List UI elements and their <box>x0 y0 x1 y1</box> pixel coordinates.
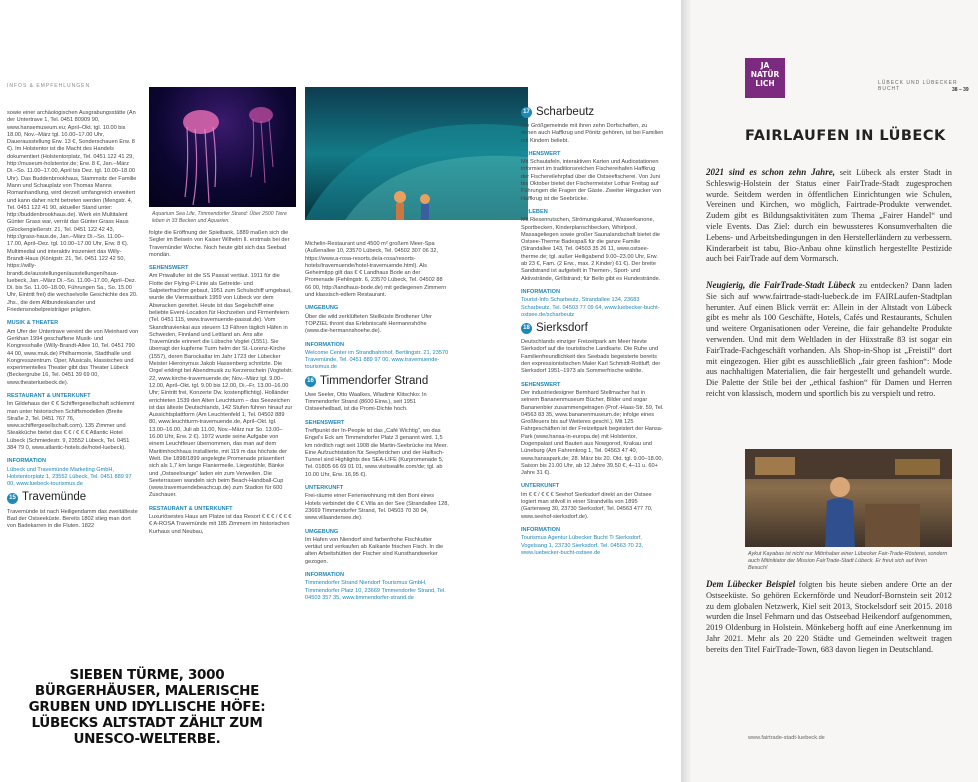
subheading: UMGEBUNG <box>305 528 339 535</box>
article-paragraph-1 <box>706 167 952 265</box>
logo-line: NATÜR <box>750 70 780 79</box>
section-title-text: Timmendorfer Strand <box>320 374 429 387</box>
paragraph: Der industriedesigner Bernhard Stellmacher hat in seinem Bananenmuseum Bücher, Bilder und sogar Bananenbier zusammengetragen (Prof.-Haas-Str. 59, Tel. 04563 83 35, www.bananenmuseum.de; infolge eines Großfeuers bis auf Weiteres geschl.). Mit 125 Fahrgeschäften ist der Freizeitpark begeistert der Hansa-Park (www.hansa-in-europa.de) mit Holstentor, Dogenpalast und Bauten aus Nowgorod, Krakau und Lüneburg (Am Fahrenkrog 1, Tel. 04563 47 40, www.hansapark.de; 28. März bis 20. Okt. tgl. 9.00–18.00, Saison bis 21.00 Uhr, ab 12 Jahre 39,50 €, 4–11 u. 60+ Jahre 31 €). <box>521 389 664 477</box>
subheading: RESTAURANT & UNTERKUNFT <box>7 392 91 399</box>
ja-natuerlich-logo <box>745 58 785 98</box>
running-header-right: LÜBECK UND LÜBECKER BUCHT <box>878 80 958 92</box>
subheading: UNTERKUNFT <box>305 485 344 492</box>
paragraph: Treffpunkt der In-People ist das „Café Wichtig“, wo das Engel's Eck am Timmendorfer Platz 3 genannt wird. 1,5 km nördlich ragt seit 1908 die Martin-Seebrücke ins Meer. Eine Aufzuchtstation für Seepferdchen und der Haifisch-Tunnel sind Highlights des SEA-LIFE (Kurpromenade 5, Tel. 01805 66 69 01 01, www.visitsealife.com/de; tgl. ab 10.00 Uhr, Erw. 16,95 €). <box>305 427 449 478</box>
subheading: UMGEBUNG <box>305 305 339 312</box>
subheading: INFORMATION <box>521 526 561 533</box>
paragraph: folgte die Eröffnung der Spielbank, 1889 maßen sich die Segler im Beisein von Kaiser Wilhelm II. erstmals bei der Travemünder Woche. Noch heute gibt sich das Seebad mondän. <box>149 230 290 258</box>
subheading: SEHENSWERT <box>521 150 561 157</box>
subheading: RESTAURANT & UNTERKUNFT <box>149 505 233 512</box>
paragraph: Deutschlands einziger Freizeitpark am Meer hievte Sierksdorf auf die touristische Landkarte. Die Ruhe und Familienfreundlichkeit des Seebads begeisterte bereits den expressionistischen Maler Karl Schmidt-Rottluff, der Sierksdorf 1951–1973 als Sommerfrische wählte. <box>521 339 661 375</box>
info-block: Welcome Center im Strandbahnhof, Bertlingstr. 21, 23570 Travemünde, Tel. 0451 889 97 00, www.travemuende-tourismus.de <box>305 349 449 371</box>
paragraph: sowie einer archäologischen Ausgrabungsstätte (An der Untertrave 1, Tel. 0451 80909 90, www.hansemuseum.eu; April–Okt. tgl. 10.00 bis 18.00, Nov.–März tgl. 10.00–17.00 Uhr, Dauerausstellung Erw. 13 €, Sonderschauen Erw. 8 €). Im Holstentor ist die Macht des Handels dokumentiert (Holstentorplatz, Tel. 0451 122 41 29, http://museum-holstentor.de; Erw. 8 €, Jan.–März Di.–So. 11.00–17.00, April bis Dez. tgl. 10.00–18.00 Uhr). Das Buddenbrookhaus, Stammsitz der Familie Mann und Schauplatz von Thomas Manns Romanhandlung, wird derzeit umfangreich erweitert und kann daher nicht betreten werden (Mengstr. 4, Tel. 0451 122 41 90, aktueller Stand unter: http://buddenbrookhaus.de). Werk ein Multitalent Günter Grass war, verrät das Günter Grass Haus (Glockengießerstr. 21, Tel. 0451 122 42 43, http://grass-haus.de, Jan.–März Di.–So. 11.00–17.00, April–Dez. tgl. 10.00–17.00 Uhr, Erw. 8 €). Multimedial und interaktiv inszeniert das Willy-Brandt-Haus (Königstr. 21, Tel. 0451 122 42 50, https://willy-brandt.de/ausstellungen/ausstellungen/haus-luebeck, Jan.–März Di.–So. 11.00–17.00, April–Dez. Di. bis So. 11.00–18.00, Führungen Sa., So. 15.00 Uhr, Eintritt frei) die wechselvolle Geschichte des 20. Jhs., die dem Altbundeskanzler und Friedensnobelpreisträger prägten. <box>7 110 138 314</box>
section-title-sierksdorf <box>521 323 664 334</box>
section-title-travemuende <box>7 493 139 504</box>
paragraph: Im Hafen von Niendorf sind farbenfrohe Fischkutter vertäut und verkaufen ab Kaikante frischen Fisch. In die alten Arbeitshütten der Fischer sind Kunsthandwerker gezogen. <box>305 536 444 565</box>
subheading: ERLEBEN <box>521 208 548 215</box>
paragraph: Uwe Seeler, Otto Waalkes, Wladimir Klitschko: In Timmendorfer Strand (8600 Einw.), seit 1951 Ostseeheilbad, ist die Promi-Dichte hoch. <box>305 391 427 413</box>
paragraph: Michelin-Restaurant und 4500 m² großem Meer-Spa (Außenallee 10, 23570 Lübeck, Tel. 04502 307 06 32, https://www.a-rosa-resorts.de/a-rosa/resorts-hotels/travemuende/hotel-travemuende.html). Als Geheimtipp gilt das € € Landhaus Bode an der Promenade (Fehlingstr. 6, 23570 Lübeck, Tel. 04502 88 66 00, http://landhaus-bode.de) mit gediegenen Zimmern und klassisch-edlem Restaurant. <box>305 241 447 299</box>
subheading: MUSIK & THEATER <box>7 320 59 327</box>
section-number-badge: 16 <box>305 376 316 387</box>
lead-in: Dem Lübecker Beispiel <box>706 579 796 589</box>
paragraph: Am Ufer der Untertrave vereint die von Meinhard von Gerkhan 1994 geschaffene Musik- und Kongresshalle (Willy-Brandt-Allee 10, Tel. 0451 790 44 00, www.muk.de) Philharmonie, Stadthalle und Kongresszentrum. Oper, Musicals, klassisches und experimentelles Theater gibt das Theater Lübeck (Beckergrube 16, Tel. 0451 39 69 00, www.theaterluebeck.de). <box>7 328 139 386</box>
paragraph: Frei-räume einer Ferienwohnung mit den Boni eines Hotels verbindet die € € Villa an der See (Strandallee 128, 23669 Timmendorfer Strand, Tel. 04503 70 30 94, www.villaandersee.de). <box>305 493 449 522</box>
section-number-badge: 18 <box>521 323 532 334</box>
jellyfish-illustration <box>149 87 296 207</box>
article-title: FAIRLAUFEN IN LÜBECK <box>745 128 946 144</box>
section-number-badge: 15 <box>7 493 18 504</box>
paragraph: Luxuriösestes Haus am Platze ist das Resort € € € / € € € € A-ROSA Travemünde mit 185 Zimmern im historischen Kurhaus und Neubau, <box>149 513 292 535</box>
aquarium-illustration <box>305 87 528 220</box>
running-header-left: INFOS & EMPFEHLUNGEN <box>7 83 91 89</box>
article-paragraph-2 <box>706 280 952 400</box>
paragraph: Am Priwallufer ist die SS Passat vertäut. 1911 für die Flotte der Flying-P-Linie als Getreide- und Salpeterfrachter gebaut, 1951 zum Schulschiff umgebaut, wurde die Viermastbark 1959 von Lübeck vor dem Abwracken gerettet. Heute ist das Segelschiff eine beliebte Event-Location für Hochzeiten und Firmenfeiern (Tel. 0451 115, www.travemuende-passat.de). Vom Skandinavienkai aus steuern 13 Fähren täglich Häfen in Schweden, Finnland und Lettland an. Ans alte Travemünde erinnert die Lübsche Vogtei (1551). Sie überragt der kupferne Turm helm der St.-Lorenz-Kirche (1557), deren Barockaltar im Jahr 1723 der Lübecker Meister Hieronymus Jakob Hassenberg schnitzte. Die Orgel erklingt bei Abendmusik zu Kerzenschein (Vogtelstr. 22, www.kirche-travemuende.de; Nov.–März tgl. 9.00–12.00, April–Okt. tgl. 9.00 bis 12.00, Di.–Fr. 13.00–16.00 Uhr; Eintritt frei, Konzerte Dw. kostenpflichtig). Holländer errichteten 1539 den Alten Leuchtturm – das Seezeichen ist das älteste Deutschlands, 142 Stufen führen hinauf zur Aussichtsplattform (Am Leuchtenfeld 1, Tel. 04502 889 80, www.leuchtturm-travemuende.de, April–Okt. tgl. 13.00–16.00, Juli ab 11.00, Nov.–März nur So. 13.00–16.00 Uhr, Erw. 2 €). 1972 wurde seine Aufgabe von einem Leuchtfeuer übernommen, das man auf dem Maritimhochhaus installierte, mit 119 m das höchste der Welt. Die 1898/1899 angelegte Promenade präsentiert sich als 1,7 km lange Flaniermeile. Liegestühle, Bänke und „Ostseelounge“ laden ein zum Verweilen. Die Seeterrassen wandeln sich beim Beach-Handball-Cup (www.travemuendebeachcup.de) zum Stadion für 600 Zuschauer. <box>149 273 293 499</box>
photo-caption: Aykut Kayabas ist nicht nur Mitinhaber einer Lübecker Fair-Trade-Rösterei, sondern auch Mitinitiator der Mission FairTrade-Stadt Lübeck. Er freut sich auf Ihren Besuch! <box>748 551 948 571</box>
info-block: Tourist-Info Scharbeutz, Strandallee 134, 23683 Scharbeutz, Tel. 04503 77 09 64, www.luebecker-bucht-ostsee.de/scharbeutz <box>521 297 660 318</box>
section-title-text: Sierksdorf <box>536 321 588 334</box>
aquarium-photo <box>305 87 528 220</box>
subheading: UNTERKUNFT <box>521 483 560 490</box>
subheading: INFORMATION <box>7 458 47 465</box>
info-block: Timmendorfer Strand Niendorf Tourismus GmbH, Timmendorfer Platz 10, 23669 Timmendorfer Strand, Tel. 04503 357 35, www.timmendorfer-strand.de <box>305 580 446 601</box>
subheading: SEHENSWERT <box>521 381 561 388</box>
info-block: Lübeck und Travemünde Marketing GmbH, Holstentorplatz 1, 23552 Lübeck, Tel. 0451 889 97 00, www.luebeck-tourismus.de <box>7 466 132 488</box>
column-1 <box>7 110 139 534</box>
subheading: INFORMATION <box>305 571 345 578</box>
column-4 <box>521 103 664 561</box>
photo-caption: Aquarium Sea Life, Timmendorfer Strand: Über 2500 Tiere leben in 33 Becken und Aquarien. <box>152 211 287 224</box>
paragraph-text: seit Lübeck als erster Stadt in Schleswig-Holstein der Status einer FairTrade-Stadt zugesprochen wurde. Seitdem werden in öffentlichen Einrichtungen wie Schulen, Vereinen und Kirchen, wo möglich, Fairtrade-Produkte verwendet. Zudem gibt es Bildungsaktivitäten zum Thema „Fairer Handel“ und viele Events. Das Ziel: durch ein bewussteres Konsumverhalten die Lebens- und Arbeitsbedingungen in den Herstellerländern zu verbessern. Kinderarbeit ist tabu, Bio-Anbau ohne künstlich hergestellte Pestizide auch bei FairTrade auf dem Vormarsch. <box>706 168 952 264</box>
paragraph: Mit Schautafeln, interaktiven Karten und Audiostationen informiert im traditionsreichen Fischereihafen Haffkrug der Fischereilehrpfad über die Ostseefischerei. Von Juni bis Oktober bietet der Fischermeister Lothar Freitag auf Führungen die Fragen der Gäste. Zweiter Hingucker von Haffkrug ist die Seebrücke. <box>521 159 662 202</box>
paragraph-text: zu entdecken? Dann laden Sie sich auf www.fairtrade-stadt-luebeck.de im FAIRLaufen-Stadtplan herunter. Auf einen Blick verrät er: Allein in der Altstadt von Lübeck gibt es mehr als 100 Geschäfte, Hotels, Cafés und Restaurants, Schulen und weitere Organisationen oder Vereine, die fair gehandelte Produkte verwenden. Und mit dem Weltladen in der Hüxstraße 83 ist sogar ein FairTrade-Fachgeschäft vorhanden. Als Shop-in-Shop ist „Freistil“ dort mit eingezogen. Hier gibt es ausschließlich „fair green fashion“: Mode aus nachhaltigen Materialien, die fair hergestellt und gehandelt wurde. Die Palette der Stile bei der „ethical fashion“ für Damen und Herren reicht von klassisch, modern und sportlich bis zu verspielt und retro. <box>706 281 952 398</box>
subheading: INFORMATION <box>305 341 345 348</box>
subheading: INFORMATION <box>521 288 561 295</box>
aykut-kayabas-photo <box>745 449 952 547</box>
info-block: Tourismus Agentur Lübecker Bucht Ti Sierksdorf, Vogelsang 1, 23730 Sierksdorf, Tel. 04563 70 23, www.luebecker-bucht-ostsee.de <box>521 535 644 556</box>
paragraph-text: folgten bis heute sieben andere Orte an der Ostseeküste. So gehören Eckernförde und Neudorf-Bornstein seit 2012 zu dem globalen Netzwerk, Kiel seit 2013, Stockelsdorf seit 2015. 2018 wurden die Insel Fehmarn und das Ostseebad Heikendorf aufgenommen, 2019 Oldenburg in Holstein. Mönkeberg hofft auf eine Anerkennung im Jahr 2021. Mehr als 20 220 Städte und Gemeinden weltweit tragen bereits den Titel FairTrade-Town, 683 davon liegen in Deutschland. <box>706 580 953 654</box>
section-number-badge: 17 <box>521 107 532 118</box>
paragraph: Im Gildehaus der € € Schiffergesellschaft schlemmt man unter historischen Schiffsmodellen (Breite Straße 2, Tel. 0451 767 76, www.schiffergesellschaft.com). 135 Zimmer und Steakküche bietet das € € / € € € Atlantic Hotel Lübeck (Schmiedestr. 9, 23552 Lübeck, Tel. 0451 384 79 0, www.atlantic-hotels.de/hotel-luebeck). <box>7 401 135 452</box>
section-title-text: Scharbeutz <box>536 105 595 118</box>
website-link[interactable]: www.fairtrade-stadt-luebeck.de <box>748 735 825 741</box>
lead-in: 2021 sind es schon zehn Jahre, <box>706 167 835 177</box>
pull-quote: SIEBEN TÜRME, 3000 BÜRGERHÄUSER, MALERISCHE GRUBEN UND IDYLLISCHE HÖFE: LÜBECKS ALTSTADT ZÄHLT ZUM UNESCO-WELTERBE. <box>28 667 266 747</box>
page-numbers: 38 – 39 <box>952 87 969 93</box>
section-title-scharbeutz <box>521 107 664 118</box>
subheading: SEHENSWERT <box>305 419 345 426</box>
section-title-text: Travemünde <box>22 491 87 504</box>
column-2 <box>149 230 293 540</box>
paragraph: Über die wild zerklüfteten Steilküste Brodtener Ufer TOPZIEL thront das Erlebniscafé Hermannshöhe (www.die-hermannshoehe.de). <box>305 313 432 335</box>
section-title-timmendorfer <box>305 376 450 387</box>
article-paragraph-3 <box>706 579 952 656</box>
column-3 <box>305 241 450 606</box>
shop-illustration <box>745 449 952 547</box>
logo-line: LICH <box>755 79 775 88</box>
page-gutter <box>681 0 691 782</box>
jellyfish-photo <box>149 87 296 207</box>
logo-line: JA <box>760 61 770 70</box>
paragraph: Mit Riesenrutschen, Strömungskanal, Wasserkanone, Sportbecken, Kinderplanschbecken, Whirlpool, Massageliegen sowie großer Saunalandschaft bietet die Ostsee-Therme Badespaß für die ganze Familie (Strandallee 143, Tel. 04503 35 26 11, www.ostsee-therme.de; tgl. außer Heiligabend 9.00–23.00 Uhr, Erw. ab 23 €, Fam. (2 Erw., max. 2 Kinder) 61 €). Der breite Sandstrand ist aufgeteilt in Themen-, Sport- und Aktivstrände, Grillstrand; für Bello gibt es Hundestrände. <box>521 217 661 282</box>
paragraph: Die Größgemeinde mit ihren zehn Dorfschaften, zu denen auch Haffkrug und Pönitz gehören, ist bei Familien mit Kindern beliebt. <box>521 123 664 144</box>
paragraph: Travemünde ist nach Heiligendamm das zweitälteste Bad der Ostseeküste. Bereits 1802 stieg man dort von Badekarren in die Fluten. 1822 <box>7 508 138 530</box>
lead-in: Neugierig, die FairTrade-Stadt Lübeck <box>706 280 856 290</box>
subheading: SEHENSWERT <box>149 265 189 272</box>
paragraph: Im € € / € € € Seehof Sierksdorf direkt an der Ostsee logiert man stilvoll in einer Strandvilla von 1895 (Gartenweg 30, 23730 Sierksdorf, Tel. 04563 477 70, www.seehof-sierksdorf.de). <box>521 491 653 520</box>
